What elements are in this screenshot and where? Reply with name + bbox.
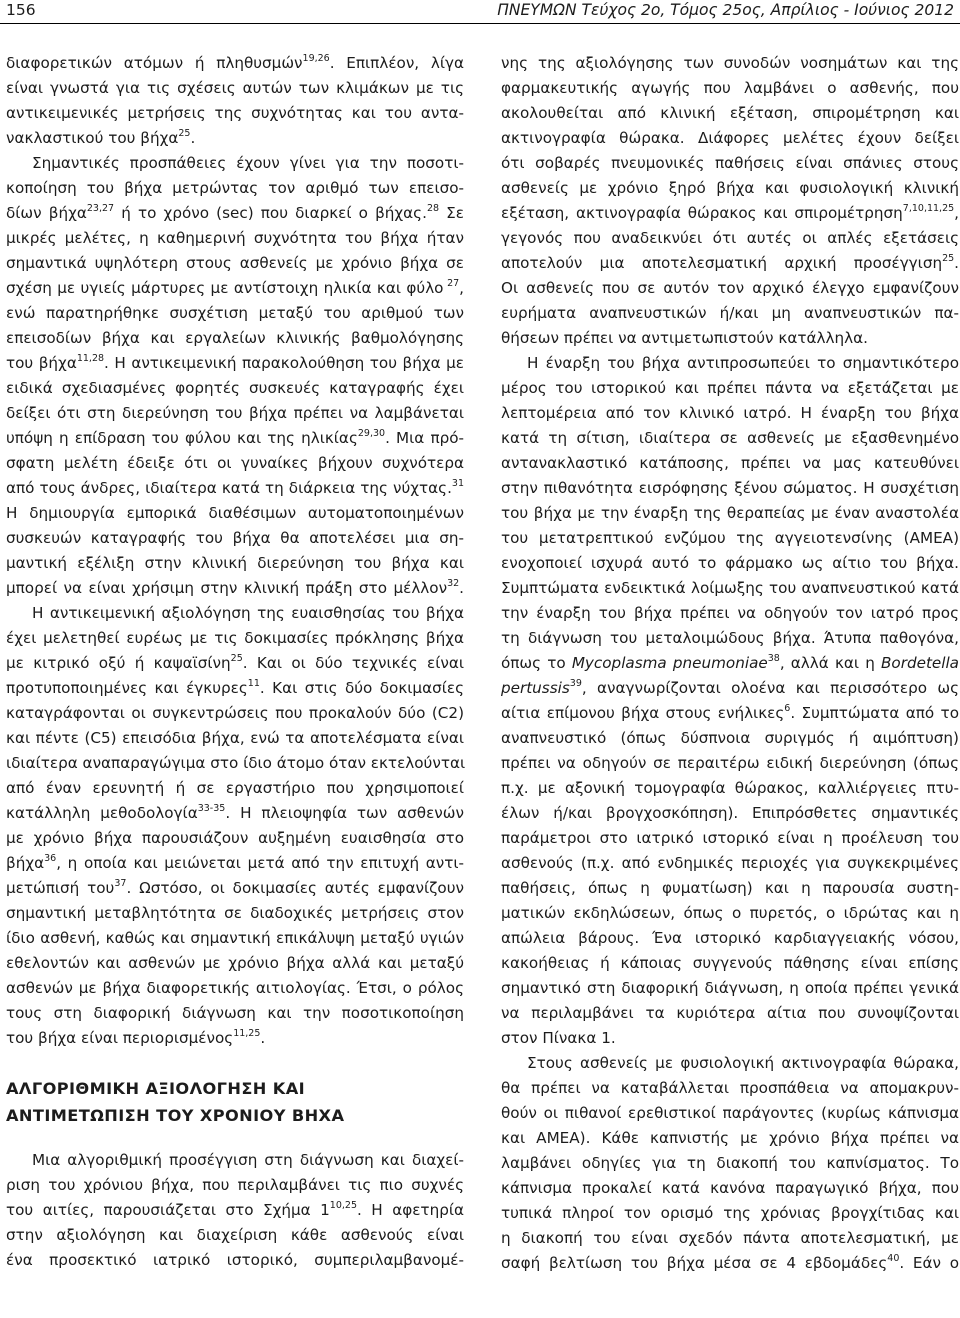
line-text: και πέντε (C5) επεισόδια βήχα, ενώ τα αποτελέσματα είναι <box>6 729 464 747</box>
text-line <box>501 1126 959 1151</box>
text-line <box>6 376 464 401</box>
citation-superscript: 27 <box>443 277 460 289</box>
left-body-text <box>6 51 464 1051</box>
line-text: παράμετροι στο ιατρικό ιστορικό είναι η προέλευση του <box>501 829 959 847</box>
citation-superscript: 19,26 <box>302 52 330 64</box>
header-rule <box>0 23 960 24</box>
line-text: κοποίηση του βήχα μετρώντας τον αριθμό των επεισο- <box>6 179 464 197</box>
line-text-continued: . <box>954 254 959 272</box>
line-text: νακλαστικού του βήχα <box>6 129 179 147</box>
line-text: του μετατρεπτικού ενζύμου της αγγειοτενσίνης (ΑΜΕΑ) <box>501 529 959 547</box>
line-text: σφατη μελέτη έδειξε ότι οι γυναίκες βήχουν συχνότερα <box>6 454 464 472</box>
text-line <box>501 626 959 651</box>
line-text-continued: . Συμπτώματα από το <box>790 704 959 722</box>
citation-superscript: 39 <box>569 677 582 689</box>
line-text: η διακοπή του είναι σχεδόν πάντα αποτελεσματική, με <box>501 1229 959 1247</box>
line-text: ειδικά σχεδιασμένες φορητές συσκευές καταγραφής έχει <box>6 379 464 397</box>
line-text: θούν οι πιθανοί ερεθιστικοί παράγοντες (κυρίως κάπνισμα <box>501 1104 959 1122</box>
heading-gap <box>6 1129 464 1148</box>
text-line <box>501 76 959 101</box>
right-body-text <box>501 51 959 1276</box>
text-line <box>501 926 959 951</box>
text-line <box>6 826 464 851</box>
line-text: πρέπει να οδηγούν σε περαιτέρω ειδική διερεύνηση (όπως <box>501 754 959 772</box>
italic-term: Bordetella <box>881 654 959 672</box>
text-line <box>501 776 959 801</box>
line-text-continued: . Ωστόσο, οι δοκιμασίες αυτές εμφανίζουν <box>126 879 464 897</box>
line-text: βήχα <box>6 854 45 872</box>
line-text: λεπτομέρεια από τον κλινικό ιατρό. Η έναρξη του βήχα <box>501 404 959 422</box>
line-text: Σημαντικές προσπάθειες έχουν γίνει για την ποσοτι- <box>32 154 464 172</box>
line-text-continued: . Η αντικειμενική παρακολούθηση του βήχα με <box>104 354 464 372</box>
text-line <box>501 526 959 551</box>
text-line <box>501 1001 959 1026</box>
text-line <box>6 851 464 876</box>
line-text: ακτινογραφία θώρακα. Διάφορες μελέτες έχουν δείξει <box>501 129 959 147</box>
citation-superscript: 11,28 <box>76 352 105 364</box>
line-text-continued: , αλλά και η <box>779 654 881 672</box>
line-text: τυπικά πληροί τον ορισμό της χρόνιας βρογχίτιδας και <box>501 1204 959 1222</box>
line-text: αντικειμενικές μετρήσεις της συχνότητας και του αντα- <box>6 104 464 122</box>
text-line <box>6 976 464 1001</box>
line-text: του βήχα είναι περιορισμένος <box>6 1029 234 1047</box>
line-text: να περιλαμβάνει τα κυριότερα αίτια που συνοψίζονται <box>501 1004 959 1022</box>
line-text: ένα προσεκτικό ιατρικό ιστορικό, συμπεριλαμβανομέ- <box>6 1251 464 1269</box>
line-text: παθήσεις, όπως η φυματίωση) και η παρουσία συστη- <box>501 879 959 897</box>
line-text: αντανακλαστικό κατάποσης, πρέπει να μας κατευθύνει <box>501 454 959 472</box>
text-line <box>6 801 464 826</box>
text-line <box>501 901 959 926</box>
text-line <box>501 826 959 851</box>
citation-superscript: 10,25 <box>329 1199 357 1211</box>
text-line <box>501 1226 959 1251</box>
citation-superscript: 33-35 <box>197 802 226 814</box>
page-number: 156 <box>6 1 36 19</box>
text-line <box>501 551 959 576</box>
text-line <box>501 1026 959 1051</box>
text-line <box>501 451 959 476</box>
right-column <box>501 51 959 1276</box>
text-line <box>6 526 464 551</box>
line-text: στην πιθανότητα εισρόφησης ξένου σώματος. Η συσχέτιση <box>501 479 959 497</box>
text-line <box>6 676 464 701</box>
text-line <box>501 101 959 126</box>
text-line <box>6 1248 464 1273</box>
text-line <box>501 701 959 726</box>
line-text: εθελοντών και ασθενών με χρόνιο βήχα αλλά και μεταξύ <box>6 954 464 972</box>
text-line <box>501 1076 959 1101</box>
text-line <box>501 1051 959 1076</box>
line-text: δίων βήχα <box>6 204 87 222</box>
line-text: μετώπισή του <box>6 879 115 897</box>
line-text: ασθενείς με χρόνιο ξηρό βήχα και φυσιολογική κλινική <box>501 179 959 197</box>
line-text: σχέση με υγιείς μάρτυρες με αντίστοιχη ηλικία και φύλο <box>6 279 444 297</box>
text-line <box>501 401 959 426</box>
page-header <box>0 0 960 22</box>
citation-superscript: 36 <box>44 852 57 864</box>
line-text: Η έναρξη του βήχα αντιπροσωπεύει το σημαντικότερο <box>527 354 959 372</box>
line-text: μικρές μελέτες, η καθημερινή συχνότητα του βήχα ήταν <box>6 229 464 247</box>
line-text: κακοήθειας ή κάποιας συγγενούς πάθησης είναι επίσης <box>501 954 959 972</box>
text-line <box>501 1176 959 1201</box>
line-text-continued: . Η πλειοψηφία των ασθενών <box>225 804 464 822</box>
text-line <box>501 651 959 676</box>
text-line <box>6 301 464 326</box>
line-text: ενοχοποιεί ισχυρά αυτό το φάρμακο ως αίτιο του βήχα. <box>501 554 959 572</box>
line-text: καταγράφονται οι συγκεντρώσεις που προκαλούν δύο (C2) <box>6 704 464 722</box>
text-line <box>6 101 464 126</box>
line-text-continued: . Η αφετηρία <box>357 1201 464 1219</box>
text-line <box>501 176 959 201</box>
text-line <box>6 126 464 151</box>
line-text: φαρμακευτικής αγωγής που λαμβάνει ο ασθενής, που <box>501 79 959 97</box>
text-line <box>501 301 959 326</box>
text-line <box>501 951 959 976</box>
text-line <box>6 76 464 101</box>
line-text: θήσεων πρέπει να αντιμετωπιστούν κατάλληλα. <box>501 329 868 347</box>
line-text: υπόψη η επίδραση του φύλου και της ηλικίας <box>6 429 358 447</box>
text-line <box>6 726 464 751</box>
section-gap <box>6 1051 464 1075</box>
text-line <box>501 726 959 751</box>
text-line <box>501 251 959 276</box>
line-text-continued: , <box>459 279 464 297</box>
line-text: στον Πίνακα 1. <box>501 1029 616 1047</box>
citation-superscript: 6 <box>784 702 791 714</box>
text-line <box>6 226 464 251</box>
line-text: αίτια επίμονου βήχα στους ενήλικες <box>501 704 785 722</box>
line-text-continued: . Και στις δύο δοκιμασίες <box>259 679 464 697</box>
citation-superscript: 25 <box>178 127 191 139</box>
text-line <box>6 626 464 651</box>
line-text: επεισοδίων βήχα και εργαλείων κλινικής βαθμολόγησης <box>6 329 464 347</box>
text-line <box>501 151 959 176</box>
line-text: διαφορετικών ατόμων ή πληθυσμών <box>6 54 303 72</box>
line-text-continued: . Εάν ο <box>899 1254 959 1272</box>
text-line <box>6 326 464 351</box>
text-line <box>6 951 464 976</box>
text-line <box>6 1148 464 1173</box>
citation-superscript: 7,10,11,25 <box>902 202 955 214</box>
text-line <box>501 851 959 876</box>
line-text: Συμπτώματα ενδεικτικά λοίμωξης του αναπνευστικού κατά <box>501 579 959 597</box>
text-line <box>6 401 464 426</box>
line-text-continued: . Και οι δύο τεχνικές είναι <box>242 654 465 672</box>
text-line <box>501 326 959 351</box>
line-text: σημαντική μεταβλητότητα σε διαδοχικές μετρήσεις στον <box>6 904 464 922</box>
citation-superscript: 11,25 <box>233 1027 261 1039</box>
line-text: σημαντικό στη διαφορική διάγνωση, η οποία πρέπει γενικά <box>501 979 959 997</box>
left-section-text <box>6 1148 464 1273</box>
line-text: απώλεια βάρους. Ένα ιστορικό καρδιαγγειακής νόσου, <box>501 929 959 947</box>
line-text: τους στη διαφορική διάγνωση και την ποσοτικοποίηση <box>6 1004 464 1022</box>
line-text-continued: ή το χρόνο (sec) που διαρκεί ο βήχας. <box>114 204 427 222</box>
text-line <box>6 701 464 726</box>
line-text-continued: , η οποία και μειώνεται μετά από την επιτυχή αντι- <box>56 854 464 872</box>
line-text: όπως το <box>501 654 572 672</box>
line-text: προτυποποιημένες και έγκυρες <box>6 679 248 697</box>
line-text: τη διάγνωση του μεταλοιμώδους βήχα. Άτυπα παθογόνα, <box>501 629 959 647</box>
line-text: από τους άνδρες, ιδιαίτερα κατά τη διάρκεια της νύχτας. <box>6 479 452 497</box>
line-text: κατά τη σίτιση, ιδιαίτερα σε ασθενείς με εξασθενημένο <box>501 429 959 447</box>
line-text: ενώ παρατηρήθηκε συσχέτιση μεταξύ του αριθμού των <box>6 304 464 322</box>
line-text-continued: , <box>954 204 959 222</box>
text-line <box>501 276 959 301</box>
citation-superscript: 11 <box>247 677 260 689</box>
line-text: Η δημιουργία εμπορικά διαθέσιμων αυτοματοποιημένων <box>6 504 464 522</box>
line-text: ότι σοβαρές πνευμονικές παθήσεις είναι σπάνιες στους <box>501 154 959 172</box>
line-text-continued: . <box>459 579 464 597</box>
text-line <box>6 876 464 901</box>
text-line <box>501 476 959 501</box>
citation-superscript: 38 <box>767 652 780 664</box>
line-text: είναι γνωστά για τις σχέσεις αυτών των κλιμάκων με τις <box>6 79 464 97</box>
text-line <box>6 576 464 601</box>
text-line <box>501 501 959 526</box>
citation-superscript: 29,30 <box>357 427 386 439</box>
italic-term: Mycoplasma pneumoniae <box>571 654 768 672</box>
line-text: σημαντικά υψηλότερη στους ασθενείς με χρόνιο βήχα σε <box>6 254 464 272</box>
line-text: νης της αξιολόγησης των συνοδών νοσημάτων και της <box>501 54 959 72</box>
text-line <box>501 801 959 826</box>
text-line <box>6 476 464 501</box>
line-text: ριση του χρόνιου βήχα, που περιλαμβάνει τις πιο συχνές <box>6 1176 464 1194</box>
line-text: από έναν ερευνητή ή σε εργαστήριο που χρησιμοποιεί <box>6 779 464 797</box>
line-text: έλων ή/και βρογχοσκόπηση). Επιπρόσθετες σημαντικές <box>501 804 959 822</box>
text-line <box>6 176 464 201</box>
line-text: με κιτρικό οξύ ή καψαϊσίνη <box>6 654 231 672</box>
text-line <box>501 876 959 901</box>
line-text: ακολουθείται από κλινική εξέταση, σπιρομέτρηση και <box>501 104 959 122</box>
text-line <box>501 576 959 601</box>
text-line <box>6 251 464 276</box>
text-line <box>501 1201 959 1226</box>
text-line <box>501 126 959 151</box>
section-heading-line-2: ΑΝΤΙΜΕΤΩΠΙΣΗ ΤΟΥ ΧΡΟΝΙΟΥ ΒΗΧΑ <box>6 1106 345 1125</box>
line-text: αποτελούν μια αποτελεσματική αρχική προσέγγιση <box>501 254 943 272</box>
line-text-continued: . Επιπλέον, λίγα <box>329 54 464 72</box>
line-text: κατάλληλη μεθοδολογία <box>6 804 198 822</box>
line-text-continued: . <box>260 1029 266 1047</box>
text-line <box>6 451 464 476</box>
text-line <box>6 1223 464 1248</box>
line-text: σαφή βελτίωση του βήχα μέσα σε 4 εβδομάδες <box>501 1254 888 1272</box>
text-line <box>6 551 464 576</box>
citation-superscript: 25 <box>230 652 243 664</box>
line-text: Στους ασθενείς με φυσιολογική ακτινογραφία θώρακα, <box>527 1054 959 1072</box>
line-text: Η αντικειμενική αξιολόγηση της ευαισθησίας του βήχα <box>32 604 464 622</box>
line-text: μαντική εξέλιξη στην κλινική διερεύνηση του βήχα και <box>6 554 464 572</box>
line-text: γεγονός που αναδεικνύει ότι αυτές οι απλές εξετάσεις <box>501 229 959 247</box>
line-text-continued: . <box>190 129 196 147</box>
line-text: του βήχα <box>6 354 77 372</box>
italic-term: pertussis <box>501 679 570 697</box>
text-line <box>6 651 464 676</box>
line-text: π.χ. με αξονική τομογραφία θώρακος, καλλιέργειες πτυ- <box>501 779 959 797</box>
line-text: μπορεί να είναι χρήσιμη στην κλινική πράξη στο μέλλον <box>6 579 448 597</box>
line-text: και ΑΜΕΑ). Κάθε καπνιστής με χρόνιο βήχα πρέπει να <box>501 1129 959 1147</box>
text-line <box>501 1101 959 1126</box>
line-text: Οι ασθενείς που σε αυτόν τον αρχικό έλεγχο εμφανίζουν <box>501 279 959 297</box>
citation-superscript: 37 <box>114 877 127 889</box>
text-line <box>6 776 464 801</box>
line-text: στην αξιολόγηση και διαχείριση κάθε ασθενούς είναι <box>6 1226 464 1244</box>
line-text: Μια αλγοριθμική προσέγγιση στη διάγνωση και διαχεί- <box>32 1151 464 1169</box>
line-text: ίδιο ασθενή, καθώς και σημαντική επικάλυψη μεταξύ υγιών <box>6 929 464 947</box>
section-heading-line-1: ΑΛΓΟΡΙΘΜΙΚΗ ΑΞΙΟΛΟΓΗΣΗ ΚΑΙ <box>6 1079 306 1098</box>
text-line <box>6 1026 464 1051</box>
citation-superscript: 25 <box>942 252 955 264</box>
text-line <box>6 426 464 451</box>
line-text: ασθενών με βήχα διαφορετικής αιτιολογίας. Έτσι, ο ρόλος <box>6 979 464 997</box>
text-line <box>6 751 464 776</box>
citation-superscript: 32 <box>447 577 460 589</box>
text-line <box>6 501 464 526</box>
text-line <box>501 1151 959 1176</box>
line-text-continued: , αναγνωρίζονται ολοένα και περισσότερο ως <box>581 679 959 697</box>
text-line <box>6 1001 464 1026</box>
line-text: δείξει ότι στη διερεύνηση του βήχα πρέπει να λαμβάνεται <box>6 404 464 422</box>
line-text: μέρος του ιστορικού και πρέπει πάντα να εξετάζεται με <box>501 379 959 397</box>
text-line <box>501 676 959 701</box>
line-text: θα πρέπει να καταβάλλεται προσπάθεια να απομακρυν- <box>501 1079 959 1097</box>
line-text: αναπνευστικό (όπως δύσπνοια συριγμός ή αιμόπτυση) <box>501 729 959 747</box>
text-line <box>6 1198 464 1223</box>
journal-running-title: ΠΝΕΥΜΩΝ Τεύχος 2ο, Τόμος 25ος, Απρίλιος - Ιούνιος 2012 <box>497 1 954 19</box>
line-text: ασθενούς (π.χ. από ενδημικές περιοχές για συγκεκριμένες <box>501 854 959 872</box>
text-line <box>6 1173 464 1198</box>
text-line <box>6 601 464 626</box>
citation-superscript: 31 <box>451 477 464 489</box>
text-line <box>501 976 959 1001</box>
line-text: έχει μελετηθεί ευρέως με τις δοκιμασίες πρόκλησης βήχα <box>6 629 464 647</box>
line-text: του βήχα με την έναρξη της θεραπείας με έναν αναστολέα <box>501 504 959 522</box>
citation-superscript: 28 <box>426 202 440 214</box>
text-line <box>6 926 464 951</box>
citation-superscript: 23,27 <box>86 202 115 214</box>
left-column <box>6 51 464 1273</box>
line-text: ευρήματα αναπνευστικών ή/και μη αναπνευστικών πα- <box>501 304 959 322</box>
line-text-continued: . Μια πρό- <box>385 429 465 447</box>
citation-superscript: 40 <box>887 1252 900 1264</box>
text-line <box>6 901 464 926</box>
line-text: κάπνισμα προκαλεί κατά κανόνα παραγωγικό βήχα, που <box>501 1179 959 1197</box>
line-text: συσκευών καταγραφής του βήχα θα αποτελέσει μια ση- <box>6 529 464 547</box>
text-line <box>6 276 464 301</box>
text-line <box>6 351 464 376</box>
text-line <box>6 51 464 76</box>
text-line <box>501 51 959 76</box>
line-text: με χρόνιο βήχα παρουσιάζουν αυξημένη ευαισθησία στο <box>6 829 464 847</box>
text-line <box>501 601 959 626</box>
line-text: ιδιαίτερα αναπαραγώγιμα στο ίδιο άτομο όταν εκτελούνται <box>6 754 466 772</box>
text-line <box>501 1251 959 1276</box>
line-text: λαμβάνει οδηγίες για τη διακοπή του καπνίσματος. Το <box>501 1154 959 1172</box>
text-line <box>501 351 959 376</box>
text-line <box>501 751 959 776</box>
text-line <box>501 376 959 401</box>
text-line <box>6 151 464 176</box>
text-line <box>501 426 959 451</box>
text-line <box>501 226 959 251</box>
line-text: ματικών εκδηλώσεων, όπως ο πυρετός, ο ιδρώτας και η <box>501 904 959 922</box>
line-text-continued: Σε <box>439 204 464 222</box>
line-text: του αιτίες, παρουσιάζεται στο Σχήμα 1 <box>6 1201 330 1219</box>
line-text: την έναρξη του βήχα πρέπει να οδηγούν τον ιατρό προς <box>501 604 959 622</box>
text-line <box>6 201 464 226</box>
text-line <box>501 201 959 226</box>
line-text: εξέταση, ακτινογραφία θώρακος και σπιρομέτρηση <box>501 204 903 222</box>
